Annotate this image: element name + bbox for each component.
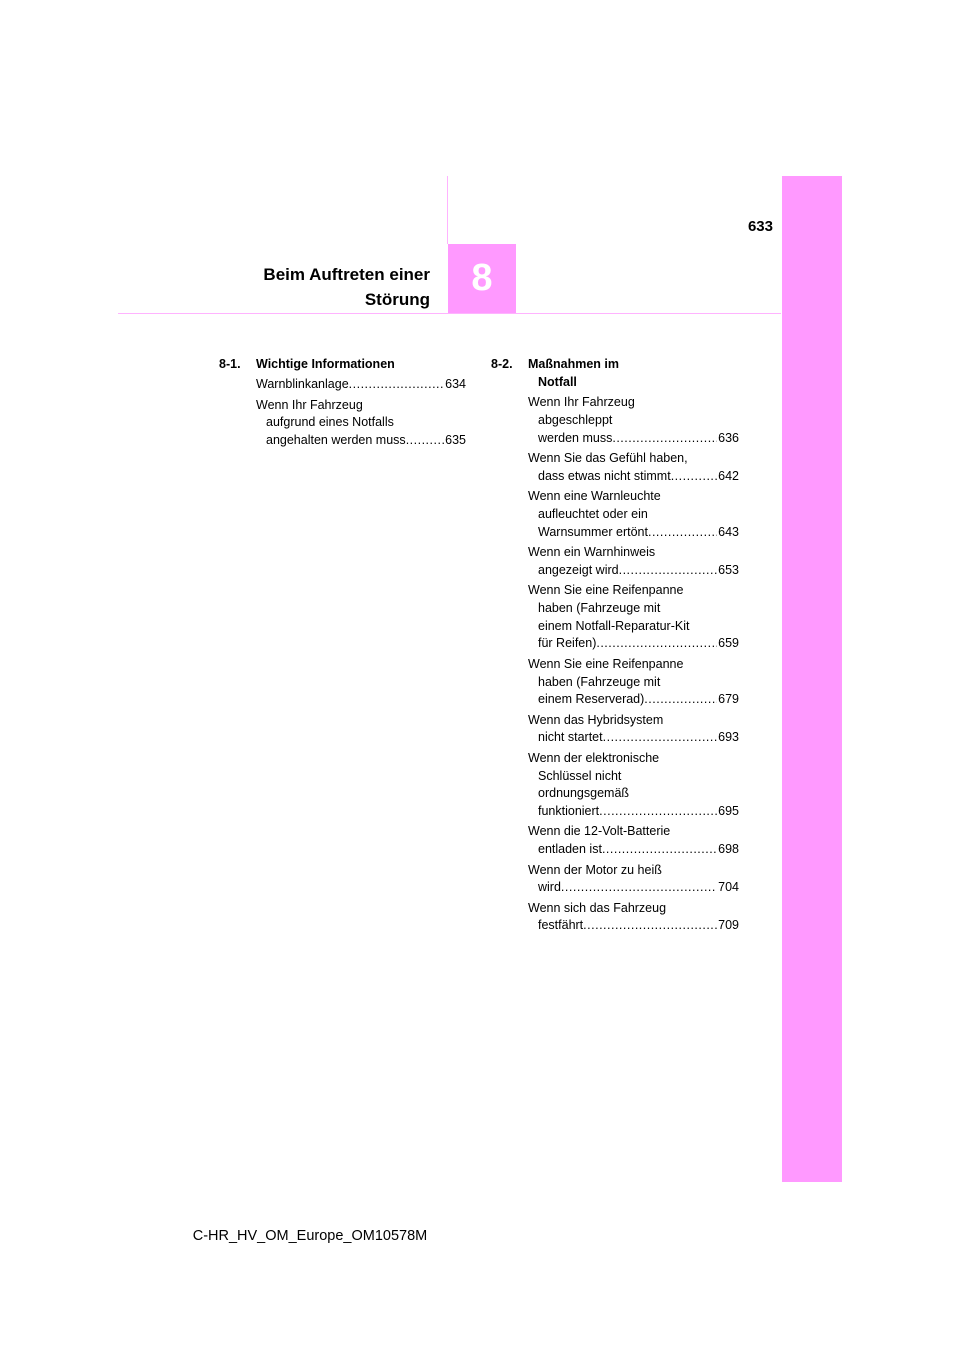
toc-entry[interactable]	[256, 397, 466, 450]
toc-entry-page: 695	[718, 804, 739, 819]
dot-leader	[583, 917, 717, 935]
toc-entry-text: für Reifen)	[538, 636, 597, 651]
section-title-line: Wichtige Informationen	[256, 357, 395, 371]
dot-leader	[671, 468, 717, 486]
toc-entry-text: nicht startet	[538, 730, 603, 745]
toc-entry[interactable]	[528, 750, 739, 821]
toc-entry-text: aufgrund eines Notfalls	[266, 415, 394, 430]
toc-entry-text: Wenn der Motor zu heiß	[528, 862, 662, 877]
toc-entry-text: dass etwas nicht stimmt	[538, 468, 671, 483]
section-title-line: Notfall	[538, 374, 577, 389]
toc-entry-page: 709	[718, 918, 739, 933]
toc-entry-page: 653	[718, 562, 739, 577]
toc-entry[interactable]	[528, 656, 739, 709]
toc-entry-page: 636	[718, 430, 739, 445]
section-title	[528, 356, 739, 392]
toc-entry-text: Warnblinkanlage	[256, 377, 349, 392]
toc-entry-text: Wenn Sie eine Reifenpanne	[528, 656, 684, 671]
toc-entry-text: Warnsummer ertönt	[538, 524, 648, 539]
dot-leader	[612, 430, 717, 448]
toc-entry[interactable]	[528, 582, 739, 653]
toc-entry[interactable]	[528, 862, 739, 898]
toc-entry-text: haben (Fahrzeuge mit	[538, 674, 661, 689]
toc-entry-text: Wenn sich das Fahrzeug	[528, 900, 667, 915]
toc-entry-text: abgeschleppt	[538, 412, 613, 427]
toc-entry-page: 693	[718, 730, 739, 745]
toc-entry-text: Wenn ein Warnhinweis	[528, 544, 656, 559]
toc-entry-text: Wenn die 12-Volt-Batterie	[528, 824, 671, 839]
toc-entry-text: festfährt	[538, 918, 584, 933]
toc-entry[interactable]	[528, 488, 739, 541]
dot-leader	[602, 841, 717, 859]
toc-entry-page: 704	[718, 880, 739, 895]
toc-entry-text: Wenn Sie das Gefühl haben,	[528, 450, 688, 465]
section-number: 8-2.	[491, 357, 513, 371]
section-number: 8-1.	[219, 357, 241, 371]
section-title	[256, 356, 466, 374]
chapter-title-line: Störung	[364, 290, 430, 309]
toc-entry-page: 698	[718, 842, 739, 857]
toc-entry-text: Wenn der elektronische	[528, 750, 660, 765]
toc-entry-text: Wenn Ihr Fahrzeug	[256, 397, 363, 412]
toc-entry[interactable]	[528, 900, 739, 936]
chapter-side-tab	[782, 176, 842, 1182]
toc-entry[interactable]	[528, 823, 739, 859]
toc-entry-text: werden muss	[538, 430, 613, 445]
toc-entry-page: 635	[445, 433, 466, 448]
toc-entry-text: Wenn das Hybridsystem	[528, 712, 664, 727]
dot-leader	[349, 376, 444, 394]
toc-section-8-2	[491, 356, 739, 935]
dot-leader	[599, 803, 717, 821]
toc-entry[interactable]	[528, 450, 739, 486]
dot-leader	[619, 562, 718, 580]
toc-entry-text: angezeigt wird	[538, 562, 619, 577]
toc-entry-text: angehalten werden muss	[266, 433, 406, 448]
toc-entry-text: einem Notfall-Reparatur-Kit	[538, 618, 690, 633]
toc-entry-text: Wenn Ihr Fahrzeug	[528, 395, 635, 410]
dot-leader	[596, 635, 717, 653]
dot-leader	[561, 879, 717, 897]
toc-entry-page: 642	[718, 468, 739, 483]
toc-entry-text: wird	[538, 880, 561, 895]
toc-entry-page: 679	[718, 692, 739, 707]
toc-entry-text: Wenn eine Warnleuchte	[528, 489, 661, 504]
toc-entry-page: 659	[718, 636, 739, 651]
toc-entry-text: Wenn Sie eine Reifenpanne	[528, 583, 684, 598]
header-horizontal-rule	[118, 313, 781, 314]
chapter-title-line: Beim Auftreten einer	[263, 265, 430, 284]
page-number: 633	[747, 218, 773, 235]
chapter-number-badge: 8	[448, 244, 516, 313]
toc-entry[interactable]	[528, 712, 739, 748]
toc-entry-text: haben (Fahrzeuge mit	[538, 600, 661, 615]
toc-section-8-1	[219, 356, 466, 450]
toc-entry-text: Schlüssel nicht	[538, 768, 622, 783]
toc-entry-text: funktioniert	[538, 804, 600, 819]
dot-leader	[644, 691, 717, 709]
toc-entry-text: entladen ist	[538, 842, 602, 857]
dot-leader	[648, 524, 717, 542]
document-code-footer: C-HR_HV_OM_Europe_OM10578M	[192, 1228, 428, 1244]
chapter-title	[200, 262, 430, 312]
toc-entry-text: aufleuchtet oder ein	[538, 506, 648, 521]
header-vertical-rule	[447, 176, 448, 244]
toc-entry-text: einem Reserverad)	[538, 692, 645, 707]
section-title-line: Maßnahmen im	[528, 357, 619, 371]
toc-entry[interactable]	[256, 376, 466, 394]
toc-entry-text: ordnungsgemäß	[538, 786, 630, 801]
dot-leader	[406, 432, 444, 450]
toc-entry-page: 634	[445, 377, 466, 392]
toc-entry-page: 643	[718, 524, 739, 539]
toc-entry[interactable]	[528, 544, 739, 580]
dot-leader	[603, 729, 718, 747]
toc-entry[interactable]	[528, 394, 739, 447]
